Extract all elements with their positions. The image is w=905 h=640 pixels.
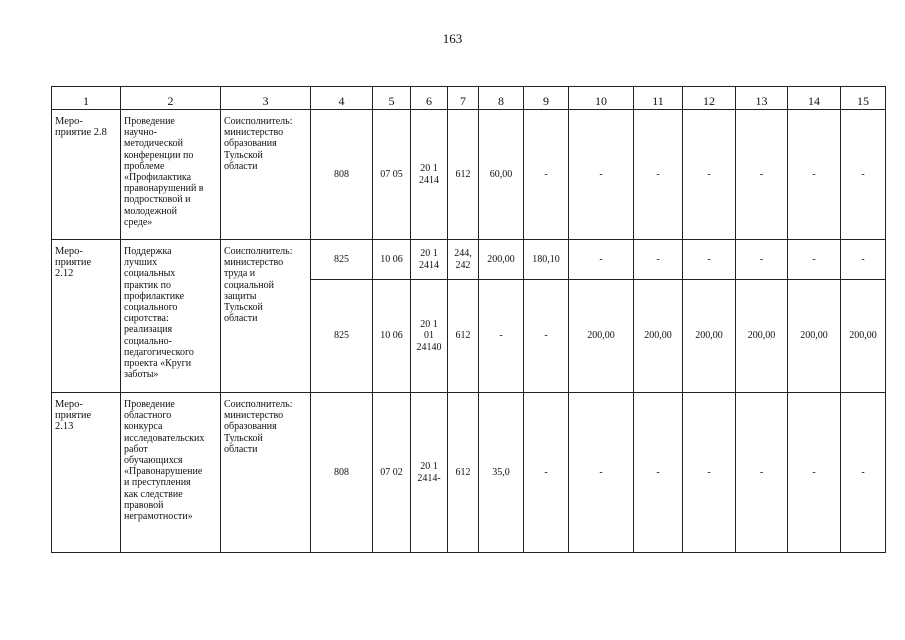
column-header: 12: [683, 87, 736, 110]
cell-c9: -: [524, 280, 569, 393]
cell-c15: 200,00: [841, 280, 886, 393]
cell-c14: 200,00: [788, 280, 841, 393]
executor: Соисполнитель: министерство образования Тульской области: [221, 393, 311, 553]
column-header: 14: [788, 87, 841, 110]
cell-c13: -: [736, 240, 788, 280]
cell-c10: -: [569, 393, 634, 553]
cell-c4: 808: [311, 110, 373, 240]
executor: Соисполнитель: министерство образования Тульской области: [221, 110, 311, 240]
column-header: 3: [221, 87, 311, 110]
cell-c7: 612: [448, 393, 479, 553]
executor: Соисполнитель: министерство труда и социальной защиты Тульской области: [221, 240, 311, 393]
page-number: 163: [442, 31, 463, 46]
measure-description: Проведение областного конкурса исследовательских работ обучающихся «Правонарушение и преступления как следствие правовой неграмотности»: [121, 393, 221, 553]
cell-c10: 200,00: [569, 280, 634, 393]
header-row: [52, 87, 886, 110]
column-header: 9: [524, 87, 569, 110]
cell-c11: -: [634, 110, 683, 240]
cell-c9: 180,10: [524, 240, 569, 280]
cell-c8: -: [479, 280, 524, 393]
cell-c6: 20 1 01 24140: [411, 280, 448, 393]
cell-c5: 07 05: [373, 110, 411, 240]
cell-c4: 808: [311, 393, 373, 553]
cell-c14: -: [788, 110, 841, 240]
column-header: 11: [634, 87, 683, 110]
cell-c11: -: [634, 393, 683, 553]
measure-name: Меро- приятие 2.13: [52, 393, 121, 553]
cell-c12: -: [683, 393, 736, 553]
cell-c5: 10 06: [373, 280, 411, 393]
cell-c9: -: [524, 110, 569, 240]
table-row: [52, 110, 886, 240]
cell-c15: -: [841, 240, 886, 280]
cell-c6: 20 1 2414: [411, 110, 448, 240]
column-header: 13: [736, 87, 788, 110]
column-header: 2: [121, 87, 221, 110]
column-header: 6: [411, 87, 448, 110]
cell-c10: -: [569, 110, 634, 240]
cell-c4: 825: [311, 280, 373, 393]
table-row: [52, 393, 886, 553]
column-header: 7: [448, 87, 479, 110]
cell-c10: -: [569, 240, 634, 280]
cell-c8: 60,00: [479, 110, 524, 240]
measure-description: Поддержка лучших социальных практик по профилактике социального сиротства: реализация социально- педагогического проекта «Круги заботы»: [121, 240, 221, 393]
cell-c8: 35,0: [479, 393, 524, 553]
cell-c15: -: [841, 110, 886, 240]
column-header: 5: [373, 87, 411, 110]
measure-name: Меро- приятие 2.8: [52, 110, 121, 240]
cell-c12: 200,00: [683, 280, 736, 393]
cell-c6: 20 1 2414: [411, 240, 448, 280]
cell-c14: -: [788, 393, 841, 553]
cell-c11: 200,00: [634, 280, 683, 393]
cell-c5: 07 02: [373, 393, 411, 553]
cell-c12: -: [683, 240, 736, 280]
cell-c7: 612: [448, 280, 479, 393]
cell-c8: 200,00: [479, 240, 524, 280]
column-header: 8: [479, 87, 524, 110]
cell-c7: 612: [448, 110, 479, 240]
column-header: 1: [52, 87, 121, 110]
table-row: [52, 240, 886, 280]
measure-name: Меро- приятие 2.12: [52, 240, 121, 393]
cell-c5: 10 06: [373, 240, 411, 280]
measure-description: Проведение научно- методической конференции по проблеме «Профилактика правонарушений в подростковой и молодежной среде»: [121, 110, 221, 240]
cell-c13: -: [736, 110, 788, 240]
cell-c11: -: [634, 240, 683, 280]
cell-c12: -: [683, 110, 736, 240]
cell-c7: 244, 242: [448, 240, 479, 280]
cell-c13: 200,00: [736, 280, 788, 393]
cell-c14: -: [788, 240, 841, 280]
cell-c15: -: [841, 393, 886, 553]
cell-c13: -: [736, 393, 788, 553]
cell-c6: 20 1 2414-: [411, 393, 448, 553]
cell-c9: -: [524, 393, 569, 553]
column-header: 4: [311, 87, 373, 110]
budget-table: [51, 86, 886, 553]
cell-c4: 825: [311, 240, 373, 280]
column-header: 15: [841, 87, 886, 110]
column-header: 10: [569, 87, 634, 110]
